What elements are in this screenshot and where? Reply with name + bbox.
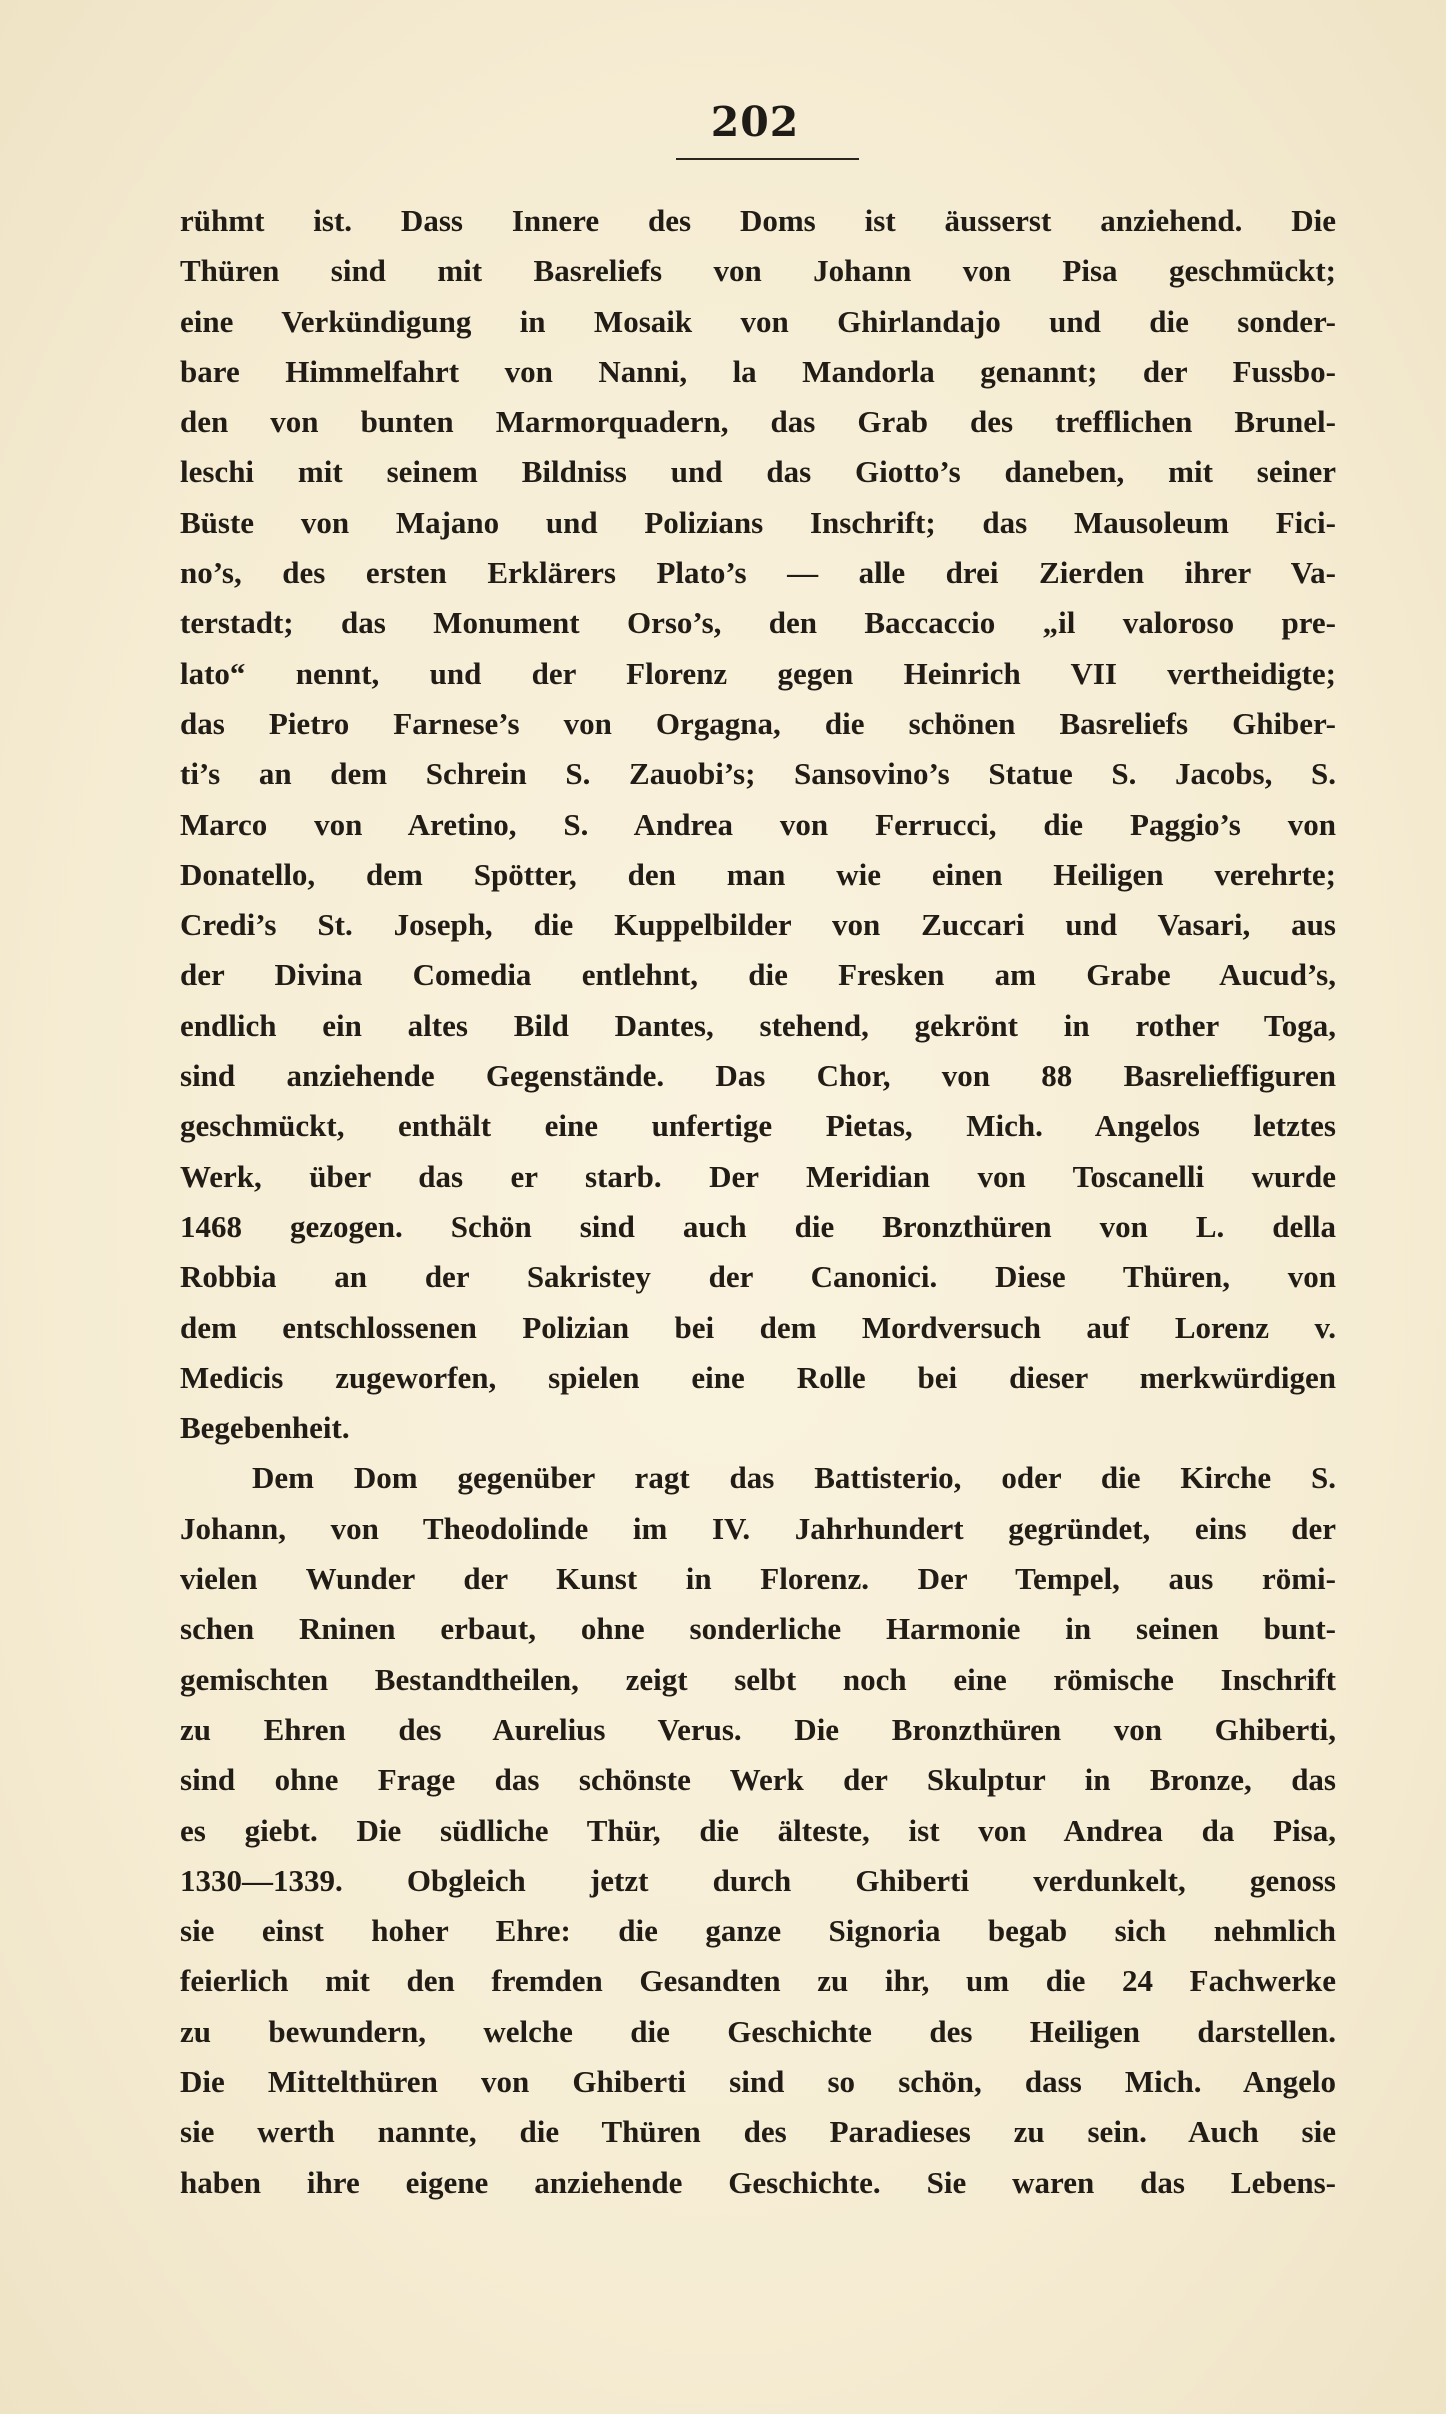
page-number-rule	[676, 158, 859, 160]
text-line: zu Ehren des Aurelius Verus. Die Bronzthüren von Ghiberti,	[180, 1711, 1336, 1747]
text-line: sie werth nannte, die Thüren des Paradieses zu sein. Auch sie	[180, 2114, 1336, 2150]
text-line: bare Himmelfahrt von Nanni, la Mandorla genannt; der Fussbo-	[180, 353, 1336, 389]
text-line: Donatello, dem Spötter, den man wie einen Heiligen verehrte;	[180, 856, 1336, 892]
paragraph	[180, 1453, 1336, 2207]
text-line: sie einst hoher Ehre: die ganze Signoria begab sich nehmlich	[180, 1913, 1336, 1949]
text-line: Begebenheit.	[180, 1410, 350, 1446]
text-line: zu bewundern, welche die Geschichte des Heiligen darstellen.	[180, 2013, 1336, 2049]
text-line: Die Mittelthüren von Ghiberti sind so schön, dass Mich. Angelo	[180, 2063, 1336, 2099]
text-line: Dem Dom gegenüber ragt das Battisterio, oder die Kirche S.	[252, 1460, 1336, 1496]
text-line: vielen Wunder der Kunst in Florenz. Der Tempel, aus römi-	[180, 1561, 1336, 1597]
text-line: es giebt. Die südliche Thür, die älteste, ist von Andrea da Pisa,	[180, 1812, 1336, 1848]
text-line: Marco von Aretino, S. Andrea von Ferrucci, die Paggio’s von	[180, 806, 1336, 842]
text-line: no’s, des ersten Erklärers Plato’s — alle drei Zierden ihrer Va-	[180, 555, 1336, 591]
paragraph	[180, 196, 1336, 1453]
text-line: dem entschlossenen Polizian bei dem Mordversuch auf Lorenz v.	[180, 1309, 1336, 1345]
text-line: leschi mit seinem Bildniss und das Giotto’s daneben, mit seiner	[180, 454, 1336, 490]
text-line: endlich ein altes Bild Dantes, stehend, gekrönt in rother Toga,	[180, 1007, 1336, 1043]
text-line: terstadt; das Monument Orso’s, den Baccaccio „il valoroso pre-	[180, 605, 1336, 641]
text-line: den von bunten Marmorquadern, das Grab des trefflichen Brunel-	[180, 404, 1336, 440]
text-line: eine Verkündigung in Mosaik von Ghirlandajo und die sonder-	[180, 303, 1336, 339]
text-line: Robbia an der Sakristey der Canonici. Diese Thüren, von	[180, 1259, 1336, 1295]
text-line: Thüren sind mit Basreliefs von Johann von Pisa geschmückt;	[180, 253, 1336, 289]
text-line: gemischten Bestandtheilen, zeigt selbt noch eine römische Inschrift	[180, 1661, 1336, 1697]
text-line: der Divina Comedia entlehnt, die Fresken am Grabe Aucud’s,	[180, 957, 1336, 993]
text-line: haben ihre eigene anziehende Geschichte. Sie waren das Lebens-	[180, 2164, 1336, 2200]
text-line: geschmückt, enthält eine unfertige Pietas, Mich. Angelos letztes	[180, 1108, 1336, 1144]
text-line: schen Rninen erbaut, ohne sonderliche Harmonie in seinen bunt-	[180, 1611, 1336, 1647]
text-line: das Pietro Farnese’s von Orgagna, die schönen Basreliefs Ghiber-	[180, 705, 1336, 741]
text-line: sind ohne Frage das schönste Werk der Skulptur in Bronze, das	[180, 1762, 1336, 1798]
page-number: 202	[710, 98, 800, 146]
text-line: feierlich mit den fremden Gesandten zu ihr, um die 24 Fachwerke	[180, 1963, 1336, 1999]
body-text	[180, 196, 1336, 2208]
text-line: 1330—1339. Obgleich jetzt durch Ghiberti verdunkelt, genoss	[180, 1862, 1336, 1898]
text-line: lato“ nennt, und der Florenz gegen Heinrich VII vertheidigte;	[180, 655, 1336, 691]
text-line: Werk, über das er starb. Der Meridian von Toscanelli wurde	[180, 1158, 1336, 1194]
text-line: ti’s an dem Schrein S. Zauobi’s; Sansovino’s Statue S. Jacobs, S.	[180, 756, 1336, 792]
text-line: Credi’s St. Joseph, die Kuppelbilder von Zuccari und Vasari, aus	[180, 907, 1336, 943]
text-line: Johann, von Theodolinde im IV. Jahrhundert gegründet, eins der	[180, 1510, 1336, 1546]
text-line: rühmt ist. Dass Innere des Doms ist äusserst anziehend. Die	[180, 203, 1336, 238]
text-line: Medicis zugeworfen, spielen eine Rolle bei dieser merkwürdigen	[180, 1359, 1336, 1395]
text-line: Büste von Majano und Polizians Inschrift; das Mausoleum Fici-	[180, 504, 1336, 540]
text-line: 1468 gezogen. Schön sind auch die Bronzthüren von L. della	[180, 1208, 1336, 1244]
text-line: sind anziehende Gegenstände. Das Chor, von 88 Basrelieffiguren	[180, 1058, 1336, 1094]
